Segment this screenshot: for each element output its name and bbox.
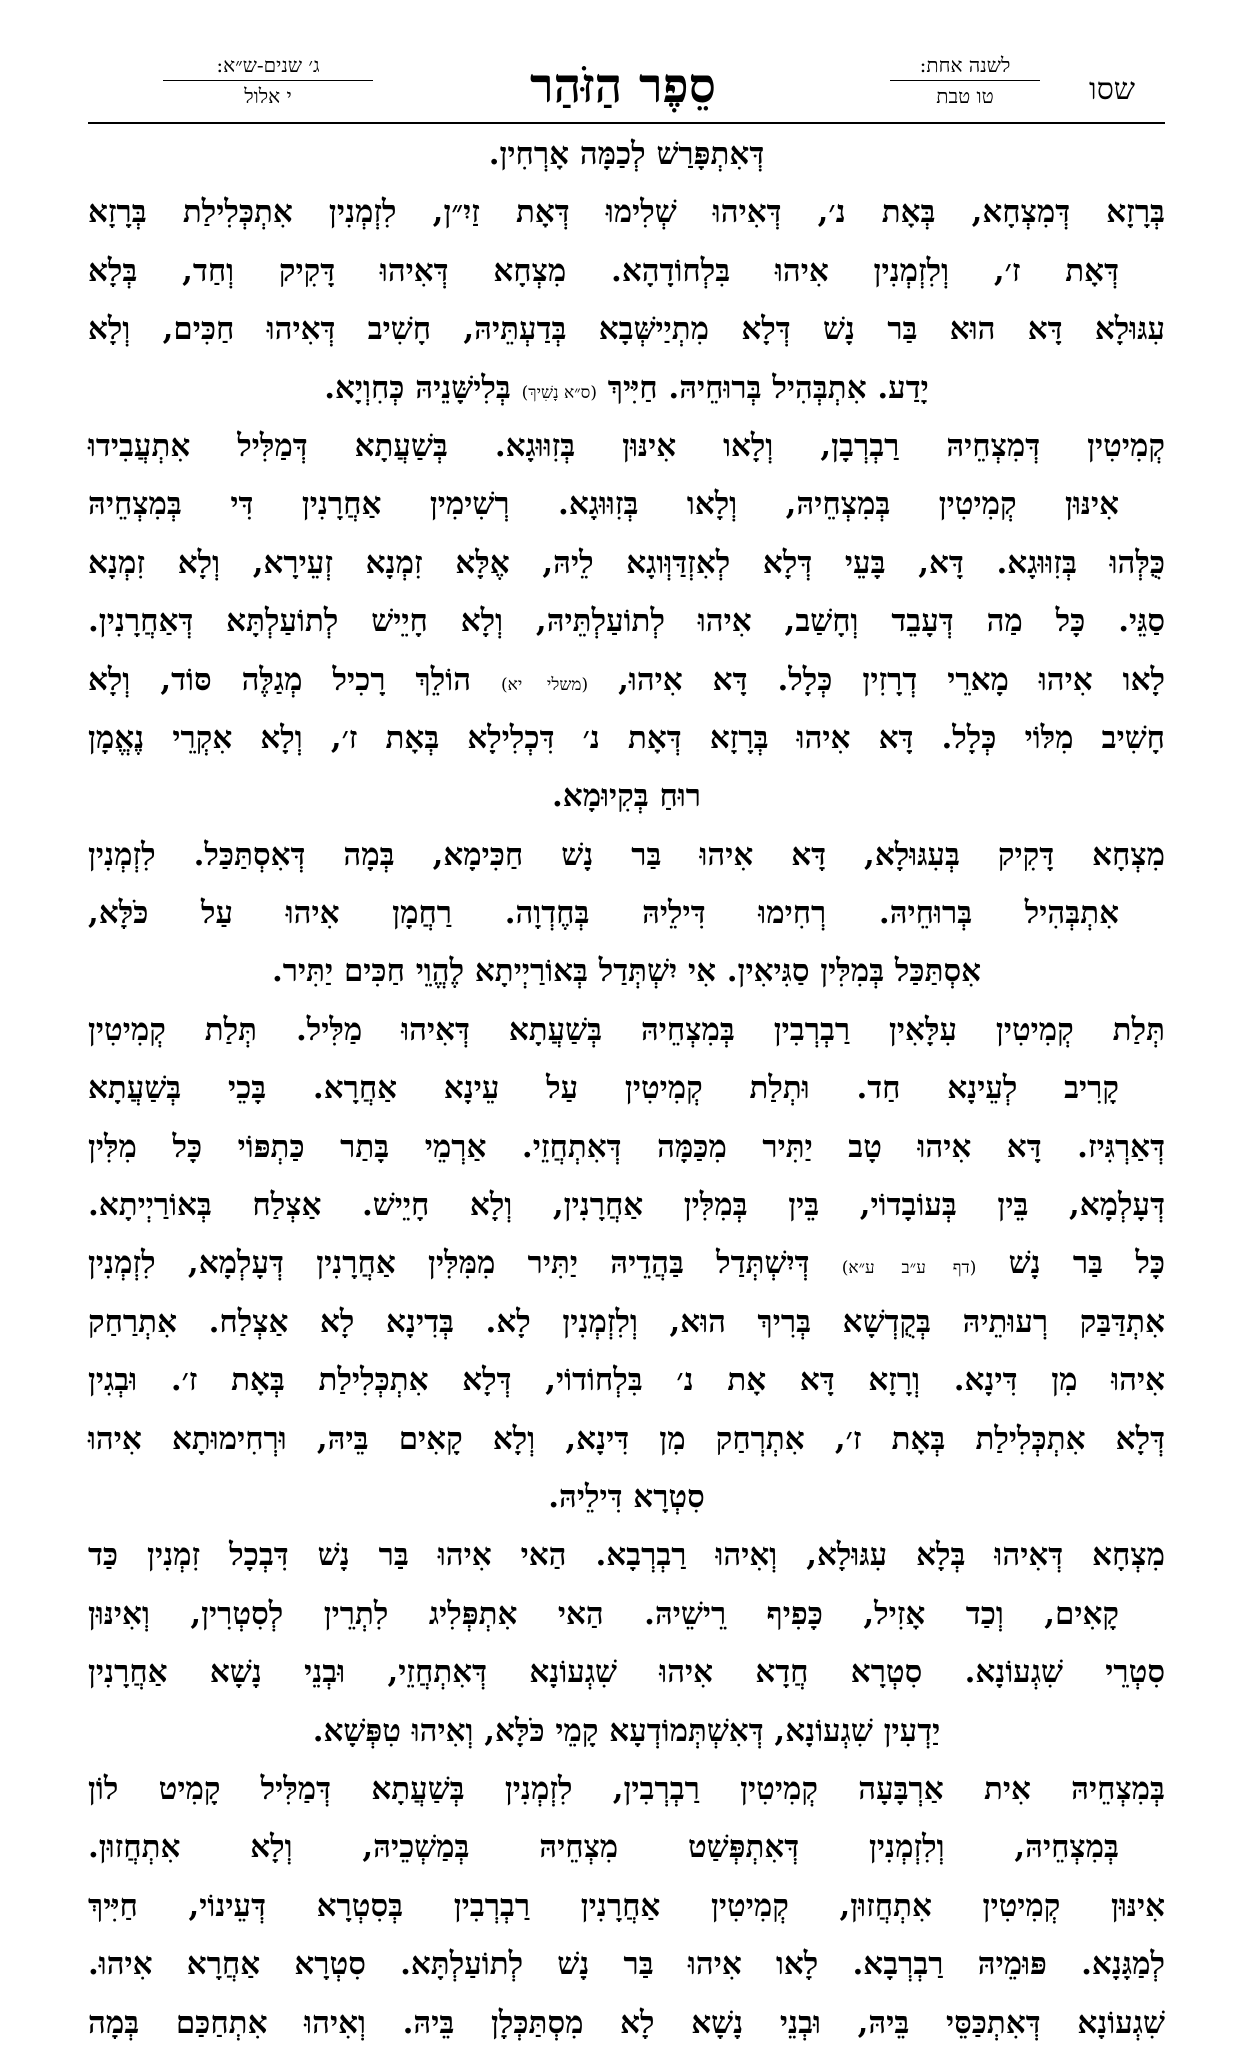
- text-line: קָאִים, וְכַד אָזִיל, כָּפִיף רֵישֵׁיהּ. הַאי אִתְפְּלִיג לִתְרֵין לְסִטְרִין, וְאִינּוּן: [88, 1595, 1119, 1632]
- text-line: סַגֵּי. כָּל מַה דְּעָבֵד וְחָשַׁב, אִיהוּ לְתוֹעַלְתֵּיהּ, וְלָא חָיֵישׁ לְתוֹעַלְתָּא דְּאַחֲרָנִין.: [88, 603, 1165, 640]
- text-line: סִטְרֵי שִׁגְעוֹנָא. סִטְרָא חֲדָא אִיהוּ שִׁגְעוֹנָא דְּאִתְחֲזֵי, וּבְנֵי נָשָׁא אַחֲרָנִין: [88, 1654, 1165, 1691]
- text-line: אִתְדַּבַּק רְעוּתֵיהּ בְּקֻדְשָׁא בְּרִיךְ הוּא, וְלִזְמְנִין לָא. בְּדִינָא לָא אַצְלַח. אִתְרַחַק: [88, 1303, 1165, 1340]
- header-divider: [88, 122, 1165, 124]
- text-line: דְּאָת ז׳, וְלִזְמְנִין אִיהוּ בִּלְחוֹדָהָא. מִצְחָא דְּאִיהוּ דָּקִיק וְחַד, בְּלָא: [88, 252, 1119, 289]
- text-line: קָרִיב לְעֵינָא חַד. וּתְלַת קְמִיטִין עַל עֵינָא אַחֲרָא. בָּכֵי בְּשַׁעֲתָא: [88, 1070, 1119, 1107]
- one-year-label: לשנה אחת:: [919, 53, 1011, 77]
- text-line: דְּאַרְגִּיז. דָּא אִיהוּ טָב יַתִּיר מִכַּמָּה דְּאִתְחֲזֵי. אַרְמֵי בָּתַר כַּתְפּוֹי כָּל מִלִּין: [88, 1128, 1165, 1165]
- text-line: בְּמִצְחֵיהּ אִית אַרְבָּעָה קְמִיטִין רַבְרְבִין, לִזְמְנִין בְּשַׁעֲתָא דְּמַלִּיל קָמִיט לוֹן: [88, 1770, 1165, 1807]
- text-line: קְמִיטִין דְּמִצְחֵיהּ רַבְרְבָן, וְלָאו אִינּוּן בְּזִוּוּגָא. בְּשַׁעֲתָא דְּמַלִּיל אִתְעֲבִידוּ: [88, 427, 1165, 464]
- one-year-schedule: [890, 50, 1040, 111]
- page-number: שסו: [1089, 72, 1135, 107]
- text-line: דְּאִתְפָּרַשׁ לְכַמָּה אָרְחִין.: [488, 136, 765, 172]
- three-year-label: ג׳ שנים-ש״א:: [216, 53, 320, 77]
- text-line: עִגּוּלָא דָּא הוּא בַּר נָשׁ דְּלָא מִתְיַישְּׁבָא בְּדַעְתֵּיהּ, חָשִׁיב דְּאִיהוּ חַכִּים, וְלָא: [88, 311, 1165, 348]
- text-line: אִיהוּ מִן דִּינָא. וְרָזָא דָּא אָת נ׳ בִּלְחוֹדוֹי, דְּלָא אִתְכְּלִילַת בְּאָת ז׳. וּבְגִין: [88, 1362, 1165, 1399]
- text-line: אִתְבְּהִיל בְּרוּחֵיהּ. רְחִימוּ דִּילֵיהּ בְּחֶדְוָה. רַחֲמָן אִיהוּ עַל כֹּלָּא,: [88, 895, 1119, 932]
- text-line: בְּרָזָא דְּמִצְחָא, בְּאָת נ׳, דְּאִיהוּ שְׁלִימוּ דְּאָת זַיִ״ן, לִזְמְנִין אִתְכְּלִילַת בְּרָזָא: [88, 194, 1165, 231]
- text-line: אִסְתַּכַּל בְּמִלִּין סַגִּיאִין. אִי יִשְׁתְּדַל בְּאוֹרַיְיתָא לֶהֱוֵי חַכִּים יַתִּיר.: [271, 953, 982, 990]
- three-year-date: י אלול: [163, 80, 373, 111]
- three-year-schedule: [163, 50, 373, 111]
- text-line: כֻּלְּהוּ בְּזִוּוּגָא. דָּא, בָּעֵי דְּלָא לְאִזְדַּוְּוגָא לֵיהּ, אֶלָּא זִמְנָא זְעֵירָא, וְלָא זִמְנָא: [88, 544, 1165, 581]
- text-line: כָּל בַּר נָשׁ (דף ע״ב ע״א) דְּיִשְׁתְּדַל בַּהֲדֵיהּ יַתִּיר מִמִּלִּין אַחֲרָנִין דְּעָלְמָא, לִזְמְנִין: [88, 1245, 1166, 1282]
- text-line: תְּלַת קְמִיטִין עִלָּאִין רַבְרְבִין בְּמִצְחֵיהּ בְּשַׁעֲתָא דְּאִיהוּ מַלִּיל. תְּלַת קְמִיטִין: [88, 1011, 1165, 1048]
- one-year-date: טו טבת: [890, 80, 1040, 111]
- text-line: דְּעָלְמָא, בֵּין בְּעוֹבָדוֹי, בֵּין בְּמִלִּין אַחֲרָנִין, וְלָא חָיֵישׁ. אַצְלַח בְּאוֹרַיְיתָא.: [88, 1187, 1165, 1224]
- text-line: אִינּוּן קְמִיטִין אִתְחֲזוּן, קְמִיטִין אַחֲרָנִין רַבְרְבִין בְּסִטְרָא דְּעֵינוֹי, חַיִּיךְ: [88, 1887, 1165, 1924]
- text-line: לָאו אִיהוּ מָארֵי דְרָזִין כְּלָל. דָּא אִיהוּ, (משלי יא) הוֹלֵךְ רָכִיל מְגַלֶּה סּוֹד, וְלָא: [88, 661, 1165, 698]
- text-line: דְּלָא אִתְכְּלִילַת בְּאָת ז׳, אִתְרְחַק מִן דִּינָא, וְלָא קָאִים בֵּיהּ, וּרְחִימוּתָא אִיהוּ: [88, 1420, 1165, 1457]
- text-line: לְמַגָּנָא. פּוּמֵיהּ רַבְרְבָא. לָאו אִיהוּ בַּר נָשׁ לְתוֹעַלְתָּא. סִטְרָא אַחֲרָא אִיהוּ.: [88, 1946, 1165, 1983]
- text-body: [88, 125, 1166, 2041]
- text-line: סִטְרָא דִּילֵיהּ.: [548, 1478, 705, 1515]
- text-line: אִינּוּן קְמִיטִין בְּמִצְחֵיהּ, וְלָאו בְּזִוּוּגָא. רְשִׁימִין אַחֲרָנִין דִּי בְּמִצְחֵיהּ: [88, 486, 1119, 523]
- text-line: מִצְחָא דְּאִיהוּ בְּלָא עִגּוּלָא, וְאִיהוּ רַבְרְבָא. הַאי אִיהוּ בַּר נָשׁ דִּבְכָל זִמְנִין כַּד: [88, 1537, 1165, 1574]
- book-title: סֵפֶר הַזֹּהַר: [530, 58, 716, 114]
- text-line: בְּמִצְחֵיהּ, וְלִזְמְנִין דְּאִתְפְּשַׁט מִצְחֵיהּ בְּמַשְׁכֵיהּ, וְלָא אִתְחֲזוּן.: [88, 1829, 1119, 1866]
- text-line: יַדְעִין שִׁגְעוֹנָא, דְּאִשְׁתְּמוֹדְעָא קָמֵי כֹּלָּא, וְאִיהוּ טִפְּשָׁא.: [312, 1712, 941, 1749]
- text-line: חָשִׁיב מִלּוֹי כְּלָל. דָּא אִיהוּ בְּרָזָא דְּאָת נ׳ דִּכְלִילָא בְּאָת ז׳, וְלָא אִקְרֵי נֶאֱמָן: [88, 719, 1165, 756]
- text-line: שִׁגְעוֹנָא דְּאִתְכַּסֵּי בֵּיהּ, וּבְנֵי נָשָׁא לָא מִסְתַּכְּלָן בֵּיהּ. וְאִיהוּ אִתְחַכַּם בְּמָה: [88, 2004, 1165, 2041]
- text-line: יָדַע. אִתְבְּהִיל בְּרוּחֵיהּ. חַיִּיךְ (ס״א נָשִׁיךְ) בְּלִישָּׁנֵיהּ כְּחִוְיָא.: [324, 369, 929, 406]
- text-line: מִצְחָא דָּקִיק בְּעִגּוּלָא, דָּא אִיהוּ בַּר נָשׁ חַכִּימָא, בְּמָה דְּאִסְתַּכַּל. לִזְמְנִין: [88, 836, 1165, 873]
- text-line: רוּחַ בְּקִיוּמָא.: [552, 778, 701, 815]
